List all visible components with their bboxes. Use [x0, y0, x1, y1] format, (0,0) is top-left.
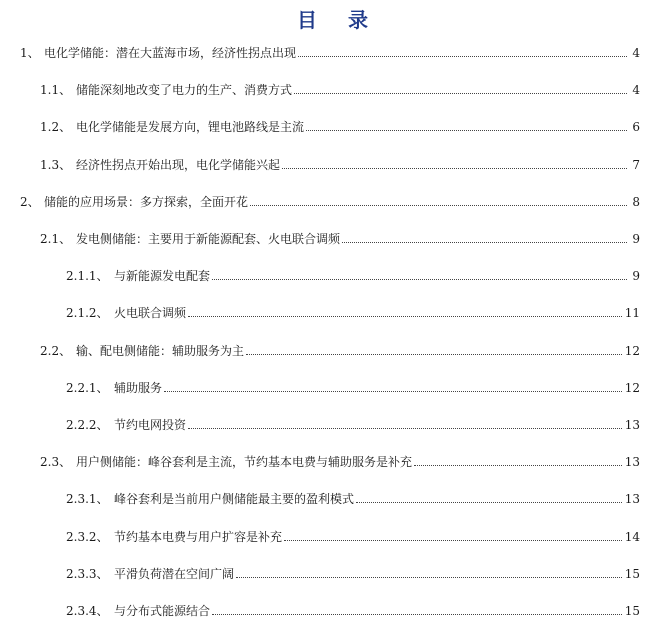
- toc-entry-text: 储能深刻地改变了电力的生产、消费方式: [76, 83, 293, 98]
- toc-dot-leader: [306, 130, 627, 131]
- toc-entry-text: 节约基本电费与用户扩容是补充: [114, 529, 283, 544]
- toc-entry-number: 2.3.1、: [66, 492, 109, 507]
- toc-entry-number: 2.3.2、: [66, 529, 109, 544]
- toc-entry-text: 用户侧储能：峰谷套利是主流，节约基本电费与辅助服务是补充: [76, 455, 413, 470]
- toc-entry[interactable]: [40, 154, 640, 172]
- toc-entry-number: 1.2、: [40, 120, 72, 135]
- toc-entry-page-number: 9: [632, 269, 640, 284]
- toc-dot-leader: [250, 205, 627, 206]
- toc-entry-text: 火电联合调频: [114, 306, 187, 321]
- toc-dot-leader: [298, 56, 627, 57]
- toc-entry-text: 输、配电侧储能：辅助服务为主: [76, 343, 245, 358]
- toc-dot-leader: [414, 465, 622, 466]
- toc-dot-leader: [164, 391, 622, 392]
- toc-entry[interactable]: [66, 563, 640, 581]
- toc-entry-number: 1.1、: [40, 83, 72, 98]
- toc-entry-page-number: 4: [632, 46, 640, 60]
- toc-entry-page-number: 13: [624, 492, 640, 507]
- toc-entry-number: 2.3.3、: [66, 566, 109, 581]
- toc-entry-text: 电化学储能是发展方向，锂电池路线是主流: [76, 120, 305, 135]
- toc-entry[interactable]: [40, 228, 640, 246]
- toc-entry[interactable]: [40, 79, 640, 97]
- toc-entry-number: 1.3、: [40, 157, 72, 172]
- toc-entry-text: 节约电网投资: [114, 418, 187, 432]
- toc-entry[interactable]: [66, 377, 640, 395]
- toc-entry-number: 1、: [20, 46, 40, 60]
- toc-dot-leader: [356, 502, 622, 503]
- toc-entry[interactable]: [20, 191, 640, 209]
- toc-dot-leader: [188, 428, 622, 429]
- toc-entry-text: 平滑负荷潜在空间广阔: [114, 566, 235, 581]
- toc-entry-number: 2、: [20, 194, 40, 209]
- toc-entry-page-number: 9: [632, 232, 640, 246]
- toc-dot-leader: [236, 577, 622, 578]
- toc-entry-page-number: 14: [624, 529, 640, 544]
- toc-entry-number: 2.2.1、: [66, 380, 109, 395]
- toc-entry-number: 2.2.2、: [66, 418, 109, 432]
- toc-title: 目 录: [297, 8, 380, 32]
- toc-entry-page-number: 4: [632, 83, 640, 98]
- toc-entry-text: 与分布式能源结合: [114, 604, 211, 618]
- toc-dot-leader: [294, 93, 627, 94]
- toc-entry-number: 2.1.1、: [66, 269, 109, 284]
- toc-entry-text: 与新能源发电配套: [114, 269, 211, 284]
- toc-dot-leader: [212, 279, 627, 280]
- toc-entry-number: 2.1、: [40, 232, 72, 246]
- toc-entry[interactable]: [66, 488, 640, 506]
- toc-entry-number: 2.3、: [40, 455, 72, 470]
- toc-dot-leader: [212, 614, 622, 615]
- toc-entry-text: 电化学储能：潜在大蓝海市场，经济性拐点出现: [44, 46, 297, 60]
- toc-entry-page-number: 15: [624, 566, 640, 581]
- toc-dot-leader: [282, 168, 627, 169]
- toc-entry-page-number: 11: [624, 306, 640, 321]
- toc-entry-page-number: 13: [624, 455, 640, 470]
- toc-entry-number: 2.2、: [40, 343, 72, 358]
- toc-entry[interactable]: [20, 42, 640, 60]
- toc-entry[interactable]: [66, 526, 640, 544]
- toc-entry-number: 2.1.2、: [66, 306, 109, 321]
- toc-entry[interactable]: [66, 265, 640, 283]
- toc-dot-leader: [342, 242, 627, 243]
- toc-entry[interactable]: [40, 116, 640, 134]
- toc-dot-leader: [246, 354, 622, 355]
- toc-entry-text: 发电侧储能：主要用于新能源配套、火电联合调频: [76, 232, 341, 246]
- toc-entry-page-number: 6: [632, 120, 640, 135]
- toc-entry[interactable]: [66, 600, 640, 618]
- toc-dot-leader: [188, 316, 622, 317]
- toc-dot-leader: [284, 540, 622, 541]
- toc-entry-page-number: 12: [624, 343, 640, 358]
- toc-entry[interactable]: [40, 451, 640, 469]
- toc-entry-text: 峰谷套利是当前用户侧储能最主要的盈利模式: [114, 492, 355, 507]
- toc-entry-text: 辅助服务: [114, 380, 163, 395]
- toc-entry-number: 2.3.4、: [66, 604, 109, 618]
- toc-entry-page-number: 7: [632, 157, 640, 172]
- toc-entry[interactable]: [66, 302, 640, 320]
- toc-entry-text: 经济性拐点开始出现，电化学储能兴起: [76, 157, 281, 172]
- toc-entry-page-number: 8: [632, 194, 640, 209]
- toc-entry-page-number: 13: [624, 418, 640, 432]
- toc-entry[interactable]: [40, 340, 640, 358]
- toc-entry-page-number: 12: [624, 380, 640, 395]
- toc-entry[interactable]: [66, 414, 640, 432]
- toc-entry-text: 储能的应用场景：多方探索，全面开花: [44, 194, 249, 209]
- toc-entry-page-number: 15: [624, 604, 640, 618]
